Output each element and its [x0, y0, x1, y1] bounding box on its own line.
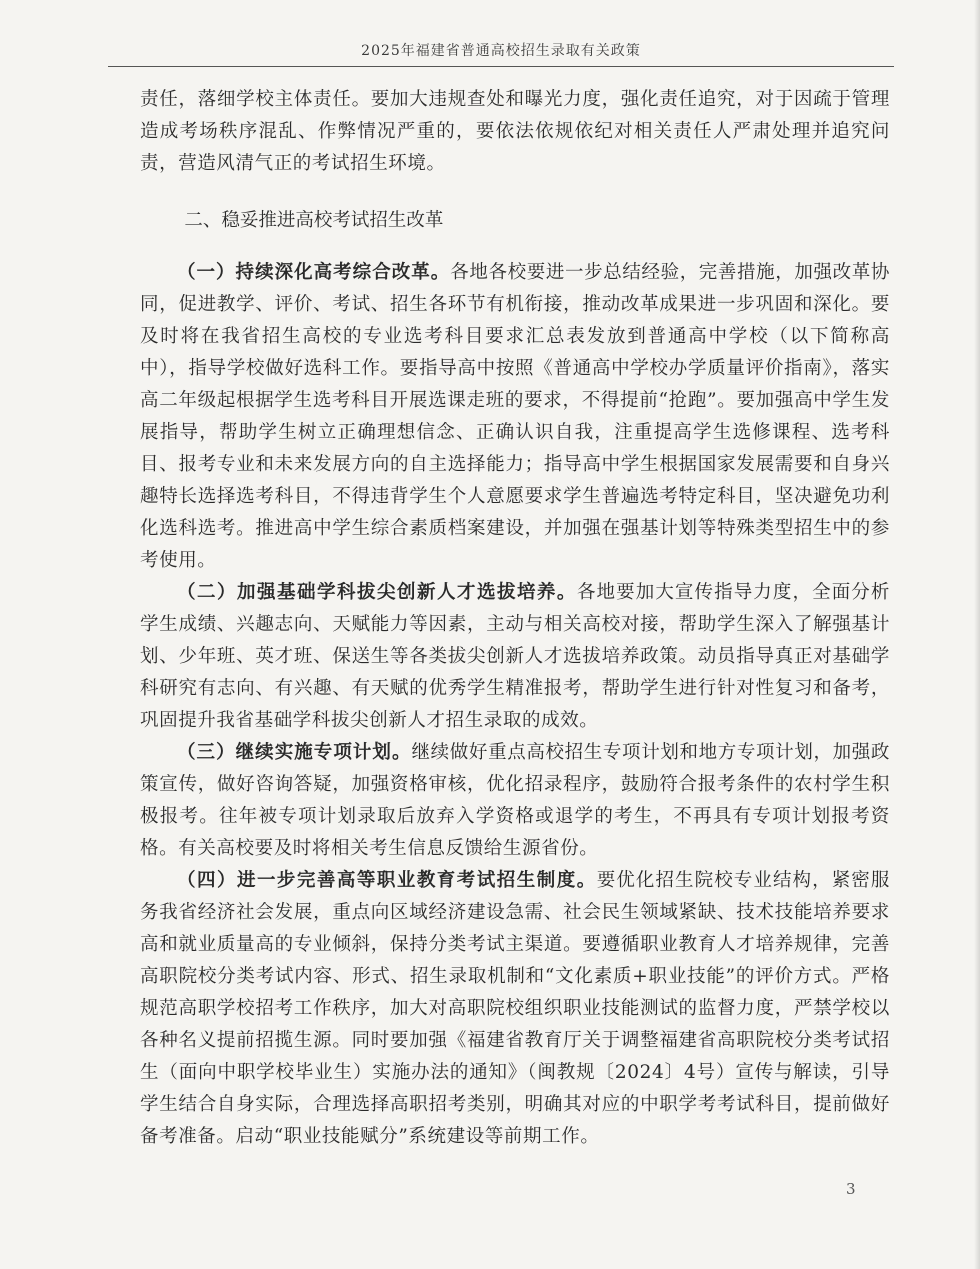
- page-edge-shadow: [974, 0, 980, 1269]
- paragraph-subsection-3: [140, 737, 890, 865]
- body-text: [140, 84, 890, 1153]
- subsection-heading-4: （四）进一步完善高等职业教育考试招生制度。: [177, 870, 597, 891]
- subsection-body-3: 继续做好重点高校招生专项计划和地方专项计划，加强政策宣传，做好咨询答疑，加强资格审核，优化招录程序，鼓励符合报考条件的农村学生积极报考。往年被专项计划录取后放弃入学资格或退学的考生，不再具有专项计划报考资格。有关高校要及时将相关考生信息反馈给生源省份。: [140, 742, 890, 859]
- subsection-heading-2: （二）加强基础学科拔尖创新人才选拔培养。: [177, 582, 577, 603]
- paragraph-continuation: 责任，落细学校主体责任。要加大违规查处和曝光力度，强化责任追究，对于因疏于管理造成考场秩序混乱、作弊情况严重的，要依法依规依纪对相关责任人严肃处理并追究问责，营造风清气正的考试招生环境。: [140, 89, 890, 174]
- paragraph-subsection-4: [140, 865, 890, 1153]
- paragraph-subsection-1: [140, 257, 890, 577]
- subsection-body-4: 要优化招生院校专业结构，紧密服务我省经济社会发展，重点向区域经济建设急需、社会民生领域紧缺、技术技能培养要求高和就业质量高的专业倾斜，保持分类考试主渠道。要遵循职业教育人才培养规律，完善高职院校分类考试内容、形式、招生录取机制和“文化素质+职业技能”的评价方式。严格规范高职学校招考工作秩序，加大对高职院校组织职业技能测试的监督力度，严禁学校以各种名义提前招揽生源。同时要加强《福建省教育厅关于调整福建省高职院校分类考试招生（面向中职学校毕业生）实施办法的通知》（闽教规〔2024〕4号）宣传与解读，引导学生结合自身实际，合理选择高职招考类别，明确其对应的中职学考考试科目，提前做好备考准备。启动“职业技能赋分”系统建设等前期工作。: [140, 870, 890, 1147]
- subsection-body-1: 各地各校要进一步总结经验，完善措施，加强改革协同，促进教学、评价、考试、招生各环节有机衔接，推动改革成果进一步巩固和深化。要及时将在我省招生高校的专业选考科目要求汇总表发放到普通高中学校（以下简称高中），指导学校做好选科工作。要指导高中按照《普通高中学校办学质量评价指南》，落实高二年级起根据学生选考科目开展选课走班的要求，不得提前“抢跑”。要加强高中学生发展指导，帮助学生树立正确理想信念、正确认识自我，注重提高学生选修课程、选考科目、报考专业和未来发展方向的自主选择能力；指导高中学生根据国家发展需要和自身兴趣特长选择选考科目，不得违背学生个人意愿要求学生普遍选考特定科目，坚决避免功利化选科选考。推进高中学生综合素质档案建设，并加强在强基计划等特殊类型招生中的参考使用。: [140, 262, 890, 571]
- header-rule: [108, 66, 894, 67]
- subsection-heading-3: （三）继续实施专项计划。: [177, 742, 412, 763]
- page-number: 3: [846, 1180, 856, 1198]
- section-heading: 二、稳妥推进高校考试招生改革: [184, 210, 444, 231]
- subsection-heading-1: （一）持续深化高考综合改革。: [177, 262, 451, 283]
- subsection-body-2: 各地要加大宣传指导力度，全面分析学生成绩、兴趣志向、天赋能力等因素，主动与相关高校对接，帮助学生深入了解强基计划、少年班、英才班、保送生等各类拔尖创新人才选拔培养政策。动员指导真正对基础学科研究有志向、有兴趣、有天赋的优秀学生精准报考，帮助学生进行针对性复习和备考，巩固提升我省基础学科拔尖创新人才招生录取的成效。: [140, 582, 890, 731]
- running-header: 2025年福建省普通高校招生录取有关政策: [361, 43, 641, 59]
- paragraph-subsection-2: [140, 577, 890, 737]
